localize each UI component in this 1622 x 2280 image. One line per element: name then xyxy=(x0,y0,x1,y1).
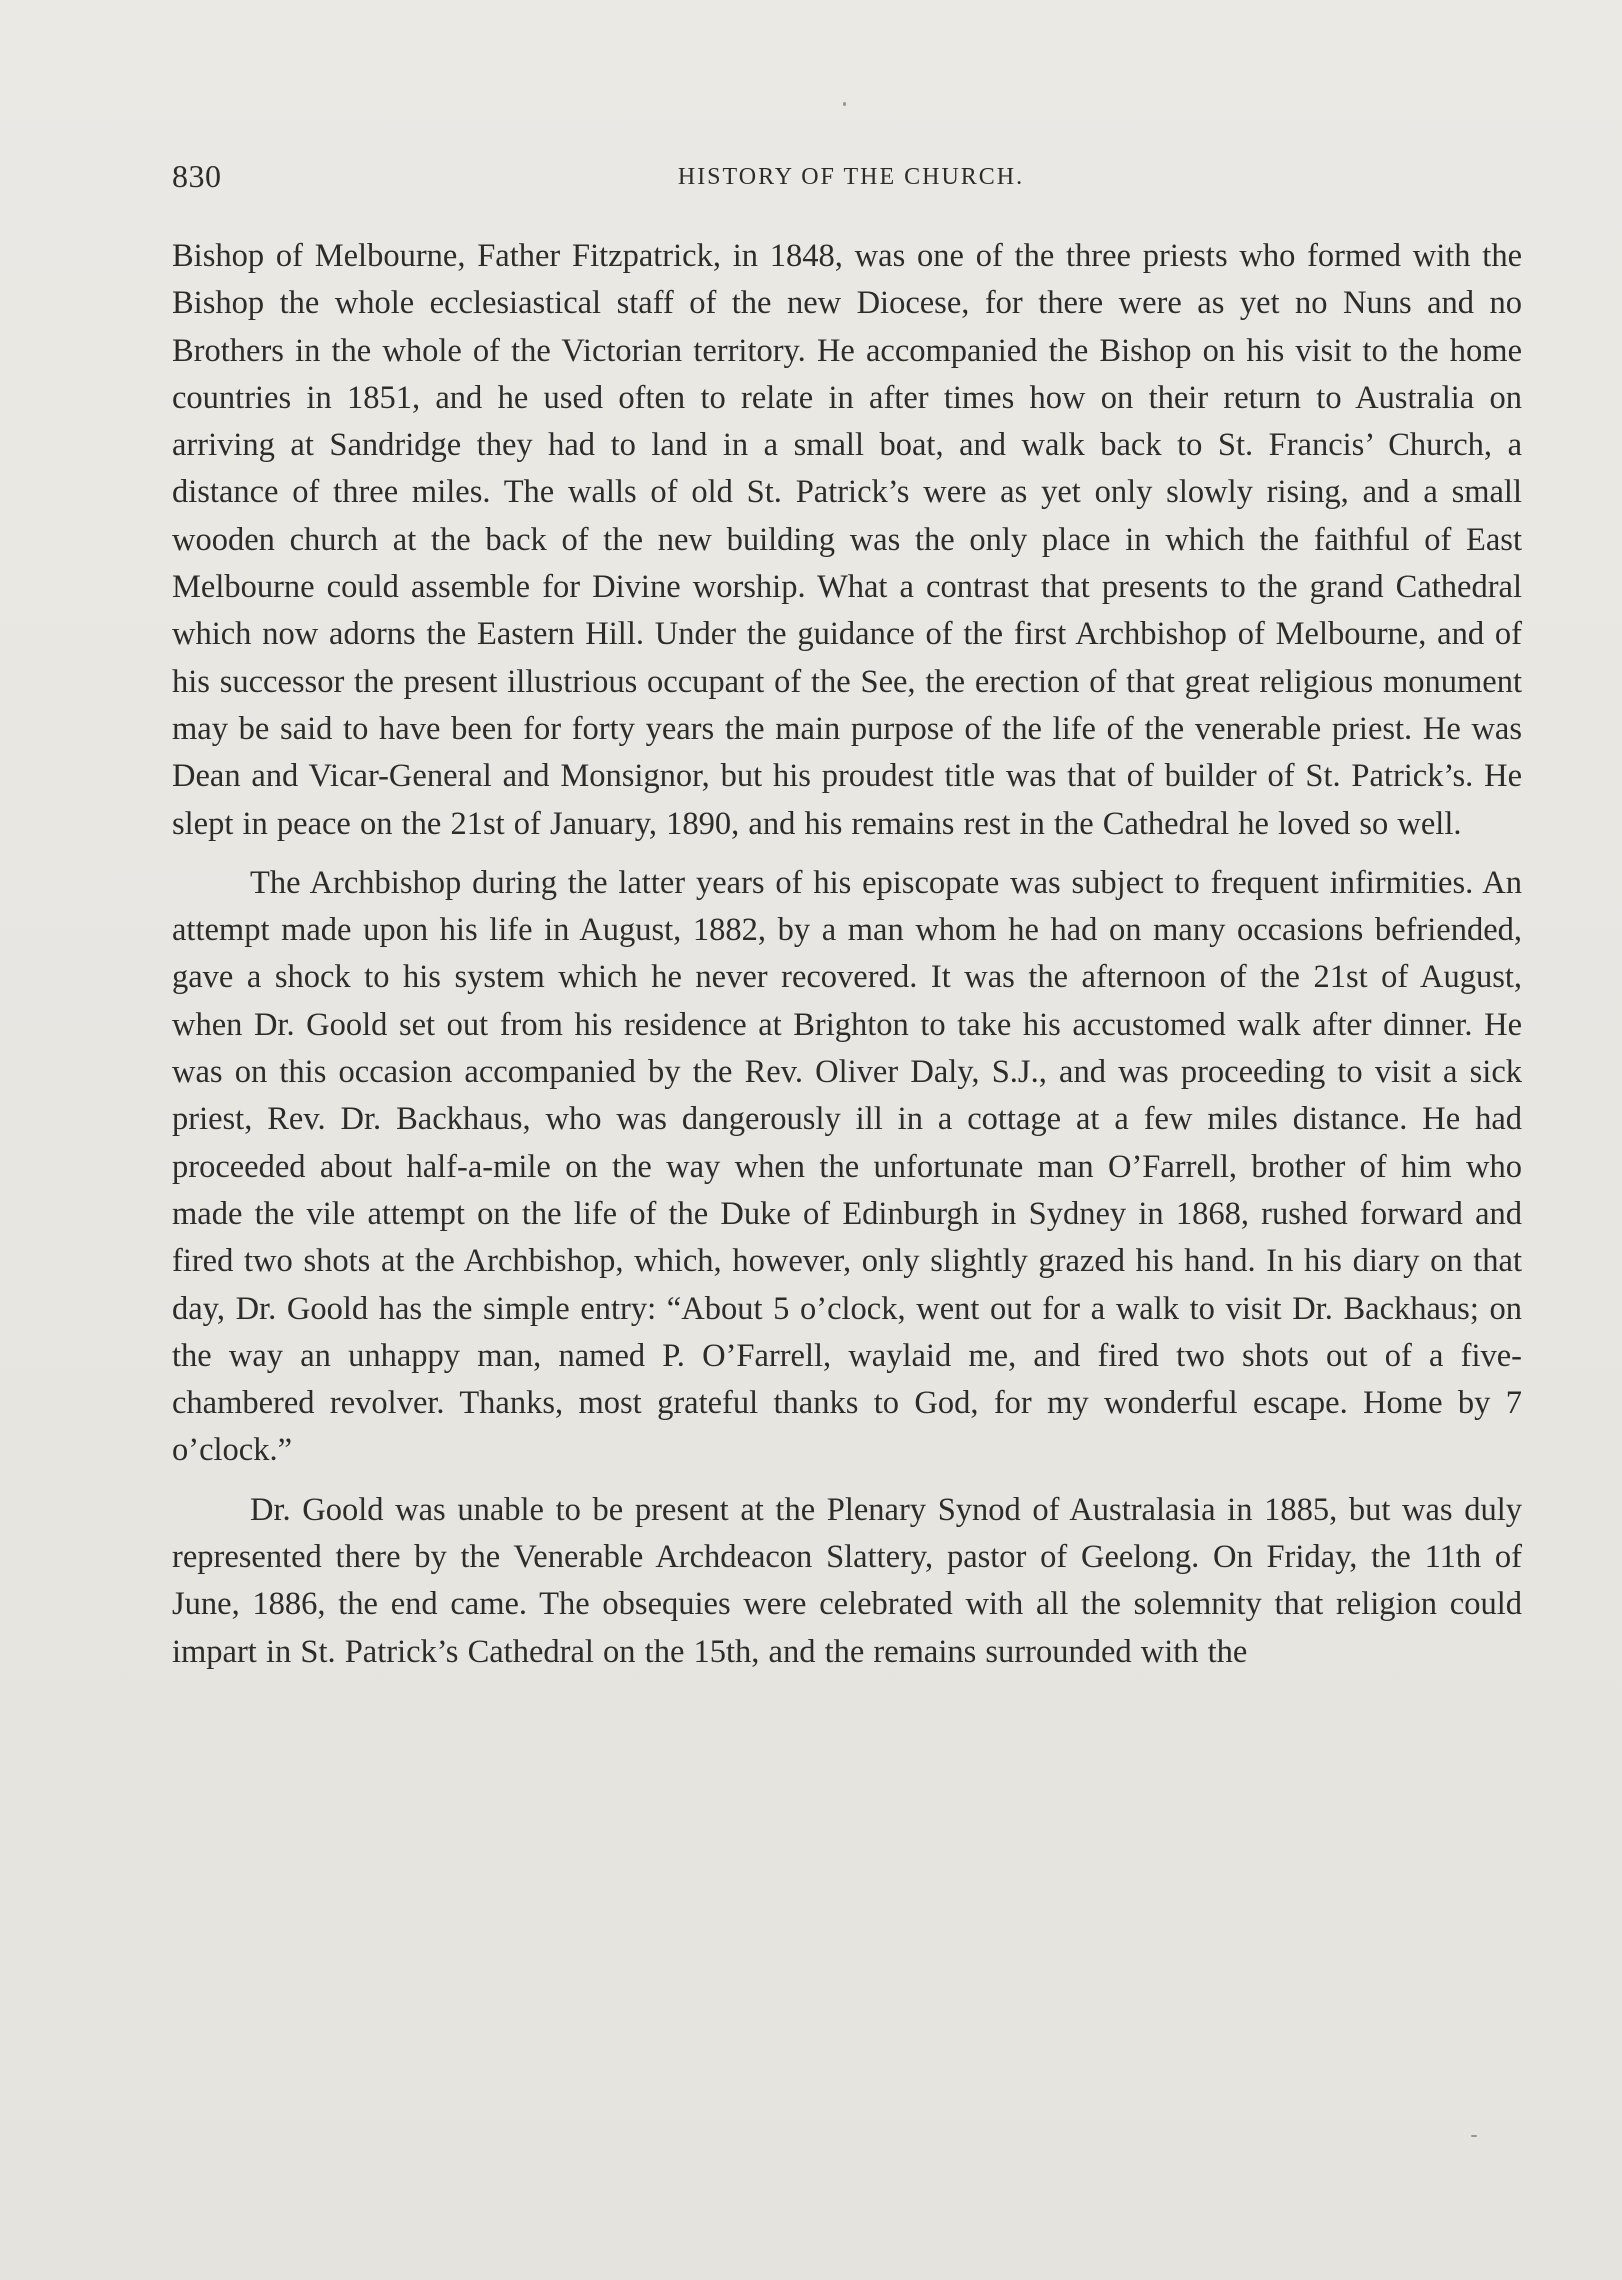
body-text xyxy=(172,233,1522,1676)
paper-speck xyxy=(1471,2135,1477,2137)
page-header xyxy=(172,158,1530,198)
running-title: HISTORY OF THE CHURCH. xyxy=(677,164,1025,190)
paper-speck xyxy=(843,102,846,106)
paragraph-continued: Bishop of Melbourne, Father Fitzpatrick, in 1848, was one of the three priests who formed with the Bishop the whole ecclesiastical staff of the new Diocese, for there were as yet no Nuns and no Brothers in the whole of the Victorian territory. He accompanied the Bishop on his visit to the home countries in 1851, and he used often to relate in after times how on their return to Australia on arriving at Sandridge they had to land in a small boat, and walk back to St. Francis’ Church, a distance of three miles. The walls of old St. Patrick’s were as yet only slowly rising, and a small wooden church at the back of the new building was the only place in which the faithful of East Melbourne could assemble for Divine worship. What a contrast that presents to the grand Cathedral which now adorns the Eastern Hill. Under the guidance of the first Archbishop of Melbourne, and of his successor the present illustrious occupant of the See, the erection of that great religious monument may be said to have been for forty years the main purpose of the life of the venerable priest. He was Dean and Vicar-General and Monsignor, but his proudest title was that of builder of St. Patrick’s. He slept in peace on the 21st of January, 1890, and his remains rest in the Cathedral he loved so well. xyxy=(172,238,1522,842)
paragraph-assassination-attempt: The Archbishop during the latter years of his episcopate was subject to frequent infirmities. An attempt made upon his life in August, 1882, by a man whom he had on many occasions befriended, gave a shock to his system which he never recovered. It was the afternoon of the 21st of August, when Dr. Goold set out from his residence at Brighton to take his accustomed walk after dinner. He was on this occasion accompanied by the Rev. Oliver Daly, S.J., and was proceeding to visit a sick priest, Rev. Dr. Backhaus, who was dangerously ill in a cottage at a few miles distance. He had proceeded about half-a-mile on the way when the unfortunate man O’Farrell, brother of him who made the vile attempt on the life of the Duke of Edinburgh in Sydney in 1868, rushed forward and fired two shots at the Archbishop, which, however, only slightly grazed his hand. In his diary on that day, Dr. Goold has the simple entry: “About 5 o’clock, went out for a walk to visit Dr. Backhaus; on the way an unhappy man, named P. O’Farrell, waylaid me, and fired two shots out of a five-chambered revolver. Thanks, most grateful thanks to God, for my wonderful escape. Home by 7 o’clock.” xyxy=(172,864,1522,1469)
page-number: 830 xyxy=(172,158,222,194)
paragraph-death: Dr. Goold was unable to be present at the Plenary Synod of Australasia in 1885, but was duly represented there by the Venerable Archdeacon Slattery, pastor of Geelong. On Friday, the 11th of June, 1886, the end came. The obsequies were celebrated with all the solemnity that religion could impart in St. Patrick’s Cathedral on the 15th, and the remains surrounded with the xyxy=(172,1491,1522,1670)
